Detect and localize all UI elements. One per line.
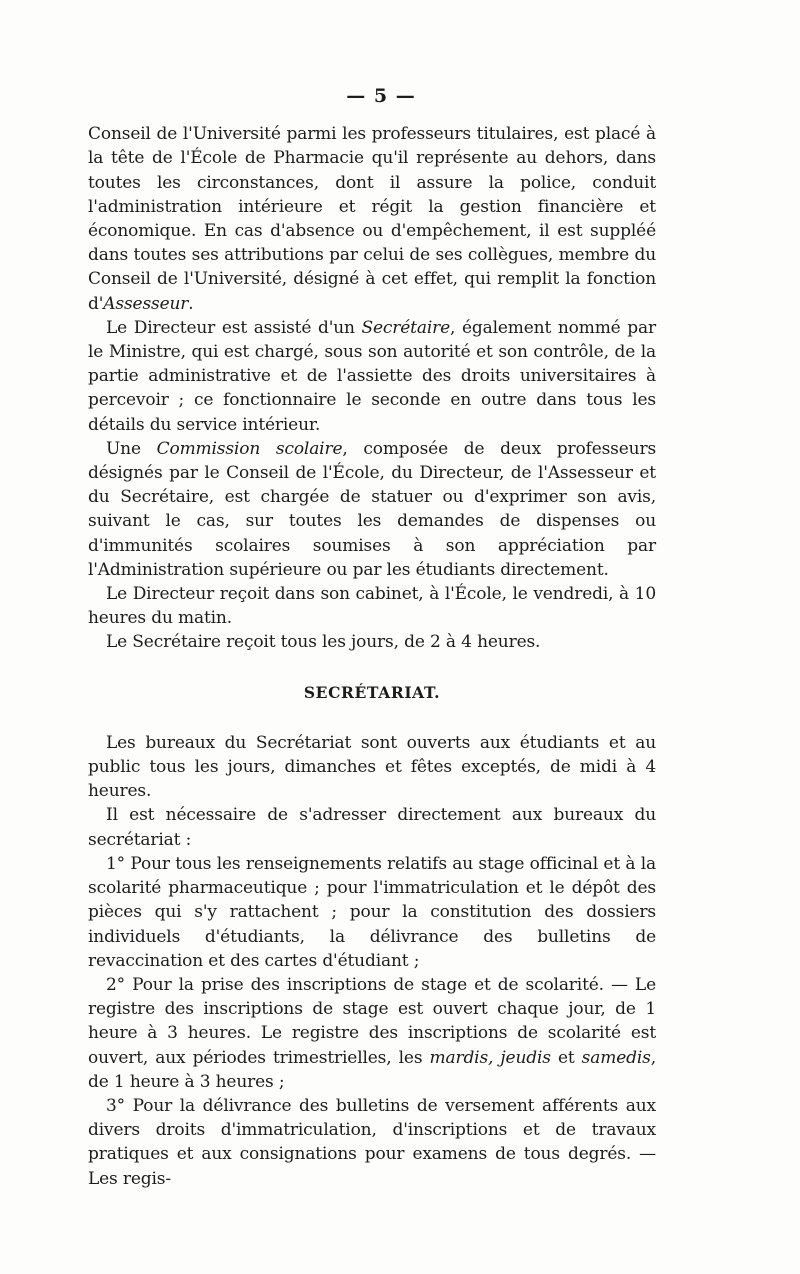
- paragraph: [88, 973, 656, 1094]
- italic-segment: mardis, jeudis: [429, 1047, 551, 1068]
- text-segment: Le Directeur reçoit dans son cabinet, à l'École, le vendredi, à 10 heures du matin.: [88, 584, 656, 629]
- text-segment: Les bureaux du Secrétariat sont ouverts aux étudiants et au public tous les jours, dimanches et fêtes exceptés, de midi à 4 heures.: [88, 732, 656, 802]
- italic-segment: Assesseur: [103, 293, 189, 314]
- document-page: [88, 84, 656, 1191]
- paragraph: [88, 316, 656, 437]
- paragraphs-bottom: [88, 731, 656, 1191]
- paragraph: [88, 437, 656, 582]
- paragraph: [88, 122, 656, 316]
- text-segment: Le Directeur est assisté d'un: [106, 317, 362, 338]
- paragraph: [88, 852, 656, 973]
- text-segment: Le Secrétaire reçoit tous les jours, de 2 à 4 heures.: [106, 632, 541, 653]
- text-segment: et: [550, 1047, 582, 1068]
- text-segment: Conseil de l'Université parmi les professeurs titulaires, est placé à la tête de l'École de Pharmacie qu'il représente au dehors, dans toutes les circonstances, dont il assure la police, conduit l'administration intérieure et régit la gestion financière et économique. En cas d'absence ou d'empêchement, il est suppléé dans toutes ses attributions par celui de ses collègues, membre du Conseil de l'Université, désigné à cet effet, qui remplit la fonction d': [88, 124, 656, 314]
- page-number: — 5 —: [346, 85, 416, 107]
- italic-segment: Commission scolaire: [156, 438, 343, 459]
- text-segment: 2° Pour la prise des inscriptions de stage et de scolarité. — Le registre des inscriptions de stage est ouvert chaque jour, de 1 heure à 3 heures. Le registre des inscriptions de scolarité est ouvert, aux périodes trimestrielles, les: [88, 974, 656, 1068]
- paragraph: [88, 582, 656, 630]
- text-segment: , également nommé par le Ministre, qui est chargé, sous son autorité et son contrôle, de la partie administrative et de l'assiette des droits universitaires à percevoir ; ce fonctionnaire le seconde en outre dans tous les détails du service intérieur.: [88, 317, 656, 435]
- text-segment: , de 1 heure à 3 heures ;: [88, 1047, 656, 1092]
- paragraph: [88, 731, 656, 804]
- paragraph: [88, 1094, 656, 1191]
- italic-segment: samedis: [581, 1047, 651, 1068]
- text-segment: Il est nécessaire de s'adresser directement aux bureaux du secrétariat :: [88, 805, 656, 850]
- text-segment: Une: [106, 438, 157, 459]
- text-segment: 1° Pour tous les renseignements relatifs au stage officinal et à la scolarité pharmaceutique ; pour l'immatriculation et le dépôt des pièces qui s'y rattachent ; pour la constitution des dossiers individuels d'étudiants, la délivrance des bulletins de revaccination et des cartes d'étudiant ;: [88, 853, 656, 971]
- paragraph: [88, 803, 656, 851]
- text-segment: , composée de deux professeurs désignés par le Conseil de l'École, du Directeur, de l'Assesseur et du Secrétaire, est chargée de statuer ou d'exprimer son avis, suivant le cas, sur toutes les demandes de dispenses ou d'immunités scolaires soumises à son appréciation par l'Administration supérieure ou par les étudiants directement.: [88, 438, 657, 580]
- text-segment: .: [188, 293, 194, 314]
- section-title: SECRÉTARIAT.: [303, 682, 441, 702]
- paragraphs-top: [88, 122, 656, 654]
- text-segment: 3° Pour la délivrance des bulletins de versement afférents aux divers droits d'immatriculation, d'inscriptions et de travaux pratiques et aux consignations pour examens de tous degrés. — Les regis-: [88, 1095, 656, 1189]
- paragraph: [88, 630, 656, 654]
- italic-segment: Secrétaire: [361, 317, 451, 338]
